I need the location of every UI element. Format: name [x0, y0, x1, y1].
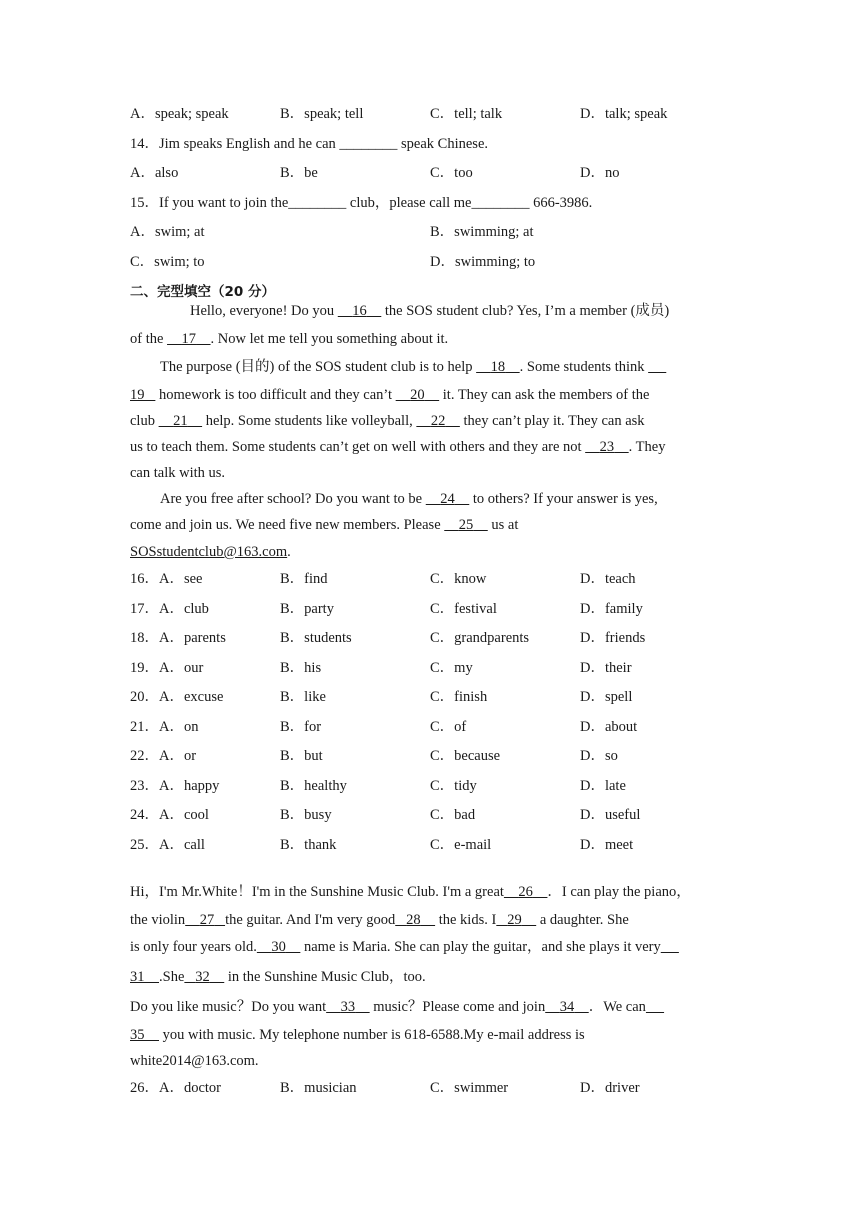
q14-option-c: C．too	[430, 165, 473, 181]
section-heading: 二、完型填空（20 分）	[130, 284, 275, 300]
q26-option-a: 26．A．doctor	[130, 1080, 222, 1096]
question-19-option-c: C．my	[430, 659, 473, 676]
question-21-option-c: C．of	[430, 718, 467, 735]
question-21-option-a: 21．A．on	[130, 718, 199, 735]
question-22-option-b: B．but	[280, 748, 323, 764]
question-16-option-b: B．find	[280, 571, 328, 587]
question-16-option-d: D．teach	[580, 571, 636, 587]
question-25-option-a: 25．A．call	[130, 836, 205, 853]
q15-option-b: B．swimming; at	[430, 224, 534, 240]
question-25-option-b: B．thank	[280, 836, 337, 853]
passage1-line: Hello, everyone! Do you 16 the SOS student club? Yes, I’m a member (成员)	[190, 303, 670, 319]
passage1-line: club 21 help. Some students like volleyball, 22 they can’t play it. They can ask	[130, 413, 645, 429]
question-20-option-a: 20．A．excuse	[130, 689, 224, 705]
question-19-option-b: B．his	[280, 659, 322, 676]
question-17-option-d: D．family	[580, 600, 643, 617]
question-18-option-a: 18．A．parents	[130, 630, 226, 646]
q14-option-a: A．also	[130, 165, 179, 181]
q13-option-d: D．talk; speak	[580, 106, 668, 122]
question-17-option-c: C．festival	[430, 600, 497, 617]
passage2-line: white2014@163.com.	[130, 1053, 259, 1069]
q26-option-d: D．driver	[580, 1080, 640, 1096]
question-25-option-d: D．meet	[580, 836, 634, 853]
passage1-line: SOSstudentclub@163.com.	[130, 544, 291, 560]
question-20-option-d: D．spell	[580, 689, 633, 705]
question-23-option-d: D．late	[580, 777, 626, 794]
question-20-option-c: C．finish	[430, 689, 488, 705]
question-17-option-b: B．party	[280, 600, 334, 617]
q15-option-d: D．swimming; to	[430, 254, 536, 270]
passage2-line: Hi，I'm Mr.White！I'm in the Sunshine Music Club. I'm a great 26 ．I can play the piano，	[130, 884, 691, 900]
question-23-option-c: C．tidy	[430, 777, 477, 794]
question-24-option-b: B．busy	[280, 807, 332, 823]
passage1-line: The purpose (目的) of the SOS student club is to help 18 . Some students think	[160, 359, 649, 375]
question-24-option-a: 24．A．cool	[130, 807, 209, 823]
passage1-line: can talk with us.	[130, 465, 226, 481]
question-23-option-a: 23．A．happy	[130, 777, 220, 794]
q26-option-c: C．swimmer	[430, 1080, 509, 1096]
question-19-option-d: D．their	[580, 659, 632, 676]
passage2-line: the violin 27 the guitar. And I'm very good 28 the kids. I 29 a daughter. She	[130, 912, 629, 928]
question-24-option-d: D．useful	[580, 807, 641, 823]
passage1-line: Are you free after school? Do you want to be 24 to others? If your answer is yes,	[160, 491, 658, 507]
passage1-line: us to teach them. Some students can’t get on well with others and they are not 23 . They	[130, 439, 666, 455]
question-18-option-b: B．students	[280, 630, 352, 646]
question-17-option-a: 17．A．club	[130, 600, 209, 617]
question-16-option-a: 16．A．see	[130, 571, 203, 587]
question-18-option-c: C．grandparents	[430, 630, 530, 646]
passage2-line: 31 .She 32 in the Sunshine Music Club，too.	[130, 969, 426, 985]
question-16-option-c: C．know	[430, 571, 487, 587]
question-25-option-c: C．e-mail	[430, 836, 492, 853]
q15-stem: 15．If you want to join the________ club，please call me________ 666-3986.	[130, 195, 593, 211]
passage2-line: 35 you with music. My telephone number is 618-6588.My e-mail address is	[130, 1027, 585, 1043]
q15-option-c: C．swim; to	[130, 254, 205, 270]
q14-stem: 14．Jim speaks English and he can ________ speak Chinese.	[130, 136, 489, 152]
q26-option-b: B．musician	[280, 1080, 357, 1096]
question-18-option-d: D．friends	[580, 630, 646, 646]
question-21-option-d: D．about	[580, 718, 638, 735]
q13-option-c: C．tell; talk	[430, 106, 503, 122]
email-link[interactable]: SOSstudentclub@163.com	[130, 544, 288, 560]
q15-option-a: A．swim; at	[130, 224, 205, 240]
q14-option-b: B．be	[280, 165, 318, 181]
question-23-option-b: B．healthy	[280, 777, 347, 794]
passage2-line: is only four years old. 30 name is Maria. She can play the guitar，and she plays it very	[130, 939, 661, 955]
passage2-line: Do you like music？Do you want 33 music？Please come and join 34 ．We can	[130, 999, 646, 1015]
question-22-option-d: D．so	[580, 748, 618, 764]
passage1-line: come and join us. We need five new members. Please 25 us at	[130, 517, 519, 533]
q14-option-d: D．no	[580, 165, 620, 181]
passage1-line: of the 17 . Now let me tell you something about it.	[130, 331, 449, 347]
question-24-option-c: C．bad	[430, 807, 476, 823]
question-19-option-a: 19．A．our	[130, 659, 204, 676]
question-22-option-c: C．because	[430, 748, 501, 764]
question-21-option-b: B．for	[280, 718, 322, 735]
question-20-option-b: B．like	[280, 689, 326, 705]
question-22-option-a: 22．A．or	[130, 748, 197, 764]
q13-option-b: B．speak; tell	[280, 106, 364, 122]
passage1-line: 19 homework is too difficult and they can’t 20 it. They can ask the members of the	[130, 387, 650, 403]
q13-option-a: A．speak; speak	[130, 106, 229, 122]
